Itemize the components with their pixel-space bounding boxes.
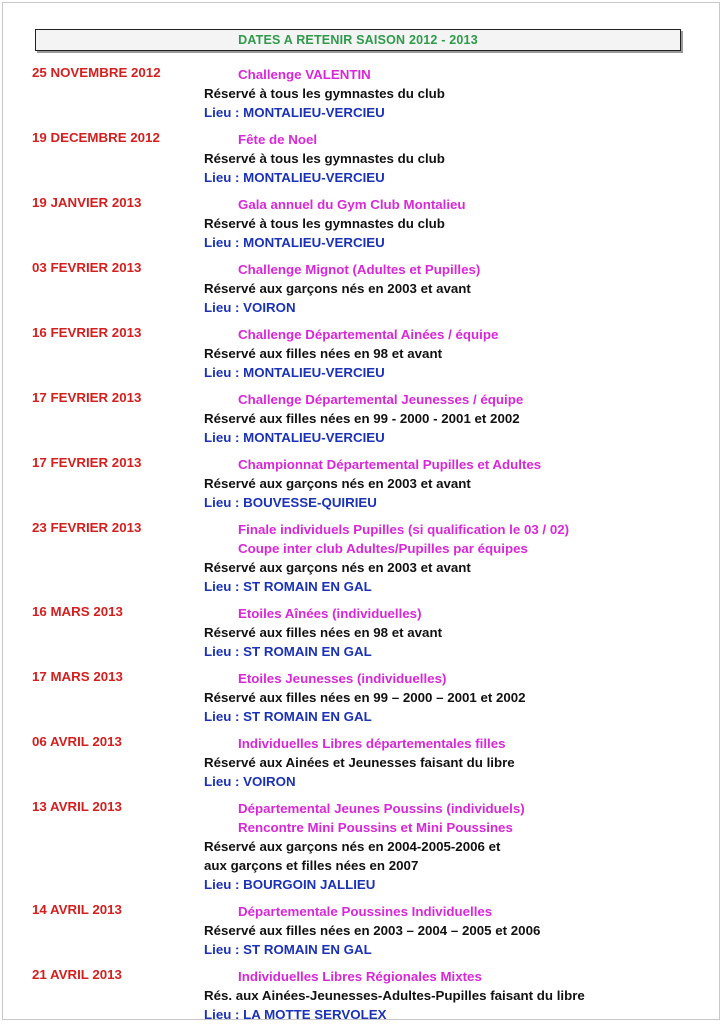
event-location: Lieu : ST ROMAIN EN GAL — [204, 942, 372, 957]
event-details — [204, 409, 724, 447]
event-title: Etoiles Jeunesses (individuelles) — [238, 671, 447, 686]
event-date: 16 FEVRIER 2013 — [32, 325, 142, 340]
event-title: Départemental Jeunes Poussins (individuels) — [238, 801, 525, 816]
event-eligibility: Réservé à tous les gymnastes du club — [204, 216, 445, 231]
event-eligibility: Réservé à tous les gymnastes du club — [204, 86, 445, 101]
event-item — [0, 453, 724, 512]
event-details — [204, 921, 724, 959]
event-item — [0, 193, 724, 252]
event-item — [0, 797, 724, 894]
event-titles — [238, 602, 724, 623]
event-titles — [238, 965, 724, 986]
event-details — [204, 837, 724, 894]
event-titles — [238, 453, 724, 474]
event-eligibility: Réservé aux garçons nés en 2003 et avant — [204, 281, 471, 296]
event-date: 17 MARS 2013 — [32, 669, 123, 684]
event-title: Départementale Poussines Individuelles — [238, 904, 493, 919]
event-location: Lieu : BOUVESSE-QUIRIEU — [204, 495, 377, 510]
event-details — [204, 279, 724, 317]
event-details — [204, 986, 724, 1024]
event-item — [0, 388, 724, 447]
event-eligibility: Réservé à tous les gymnastes du club — [204, 151, 445, 166]
event-title: Challenge Mignot (Adultes et Pupilles) — [238, 262, 481, 277]
event-titles — [238, 63, 724, 84]
event-location: Lieu : ST ROMAIN EN GAL — [204, 709, 372, 724]
event-item — [0, 63, 724, 122]
event-date: 03 FEVRIER 2013 — [32, 260, 142, 275]
event-details — [204, 753, 724, 791]
event-title: Rencontre Mini Poussins et Mini Poussines — [238, 820, 513, 835]
event-eligibility: aux garçons et filles nées en 2007 — [204, 858, 419, 873]
event-title: Individuelles Libres Régionales Mixtes — [238, 969, 482, 984]
event-title: Gala annuel du Gym Club Montalieu — [238, 197, 466, 212]
event-location: Lieu : MONTALIEU-VERCIEU — [204, 105, 385, 120]
event-title: Finale individuels Pupilles (si qualification le 03 / 02) — [238, 522, 570, 537]
event-item — [0, 732, 724, 791]
event-item — [0, 965, 724, 1024]
event-details — [204, 474, 724, 512]
event-item — [0, 323, 724, 382]
event-item — [0, 128, 724, 187]
event-item — [0, 518, 724, 596]
event-title: Coupe inter club Adultes/Pupilles par équipes — [238, 541, 528, 556]
event-titles — [238, 797, 724, 837]
event-date: 25 NOVEMBRE 2012 — [32, 65, 161, 80]
event-eligibility: Réservé aux filles nées en 99 – 2000 – 2001 et 2002 — [204, 690, 526, 705]
event-location: Lieu : BOURGOIN JALLIEU — [204, 877, 376, 892]
event-eligibility: Réservé aux filles nées en 2003 – 2004 – 2005 et 2006 — [204, 923, 541, 938]
event-date: 17 FEVRIER 2013 — [32, 455, 142, 470]
event-titles — [238, 388, 724, 409]
event-details — [204, 688, 724, 726]
event-date: 16 MARS 2013 — [32, 604, 123, 619]
event-date: 06 AVRIL 2013 — [32, 734, 122, 749]
event-title: Etoiles Aînées (individuelles) — [238, 606, 422, 621]
event-location: Lieu : MONTALIEU-VERCIEU — [204, 170, 385, 185]
event-titles — [238, 128, 724, 149]
event-title: Challenge Départemental Ainées / équipe — [238, 327, 499, 342]
event-details — [204, 149, 724, 187]
event-location: Lieu : MONTALIEU-VERCIEU — [204, 235, 385, 250]
header-title-box — [35, 29, 681, 51]
event-eligibility: Réservé aux garçons nés en 2003 et avant — [204, 476, 471, 491]
event-date: 17 FEVRIER 2013 — [32, 390, 142, 405]
event-eligibility: Réservé aux garçons nés en 2004-2005-2006 et — [204, 839, 501, 854]
event-details — [204, 84, 724, 122]
page-title: DATES A RETENIR SAISON 2012 - 2013 — [238, 33, 478, 47]
event-location: Lieu : VOIRON — [204, 774, 296, 789]
events-list — [0, 63, 724, 1024]
event-titles — [238, 258, 724, 279]
event-location: Lieu : ST ROMAIN EN GAL — [204, 644, 372, 659]
event-title: Challenge VALENTIN — [238, 67, 371, 82]
event-date: 19 DECEMBRE 2012 — [32, 130, 160, 145]
event-date: 13 AVRIL 2013 — [32, 799, 122, 814]
event-item — [0, 602, 724, 661]
event-location: Lieu : MONTALIEU-VERCIEU — [204, 430, 385, 445]
event-item — [0, 258, 724, 317]
event-title: Individuelles Libres départementales filles — [238, 736, 506, 751]
event-details — [204, 558, 724, 596]
event-eligibility: Réservé aux garçons nés en 2003 et avant — [204, 560, 471, 575]
event-date: 14 AVRIL 2013 — [32, 902, 122, 917]
event-location: Lieu : VOIRON — [204, 300, 296, 315]
event-titles — [238, 193, 724, 214]
event-title: Championnat Départemental Pupilles et Adultes — [238, 457, 542, 472]
event-details — [204, 344, 724, 382]
event-location: Lieu : MONTALIEU-VERCIEU — [204, 365, 385, 380]
event-eligibility: Réservé aux filles nées en 98 et avant — [204, 346, 443, 361]
event-titles — [238, 667, 724, 688]
event-item — [0, 900, 724, 959]
event-titles — [238, 323, 724, 344]
event-titles — [238, 732, 724, 753]
event-details — [204, 623, 724, 661]
event-eligibility: Réservé aux filles nées en 98 et avant — [204, 625, 443, 640]
event-titles — [238, 518, 724, 558]
event-titles — [238, 900, 724, 921]
event-location: Lieu : LA MOTTE SERVOLEX — [204, 1007, 387, 1022]
event-title: Fête de Noel — [238, 132, 318, 147]
event-eligibility: Réservé aux filles nées en 99 - 2000 - 2001 et 2002 — [204, 411, 520, 426]
event-title: Challenge Départemental Jeunesses / équipe — [238, 392, 524, 407]
event-date: 21 AVRIL 2013 — [32, 967, 122, 982]
event-date: 23 FEVRIER 2013 — [32, 520, 142, 535]
event-date: 19 JANVIER 2013 — [32, 195, 142, 210]
event-eligibility: Rés. aux Ainées-Jeunesses-Adultes-Pupilles faisant du libre — [204, 988, 585, 1003]
event-location: Lieu : ST ROMAIN EN GAL — [204, 579, 372, 594]
event-details — [204, 214, 724, 252]
event-eligibility: Réservé aux Ainées et Jeunesses faisant du libre — [204, 755, 515, 770]
event-item — [0, 667, 724, 726]
